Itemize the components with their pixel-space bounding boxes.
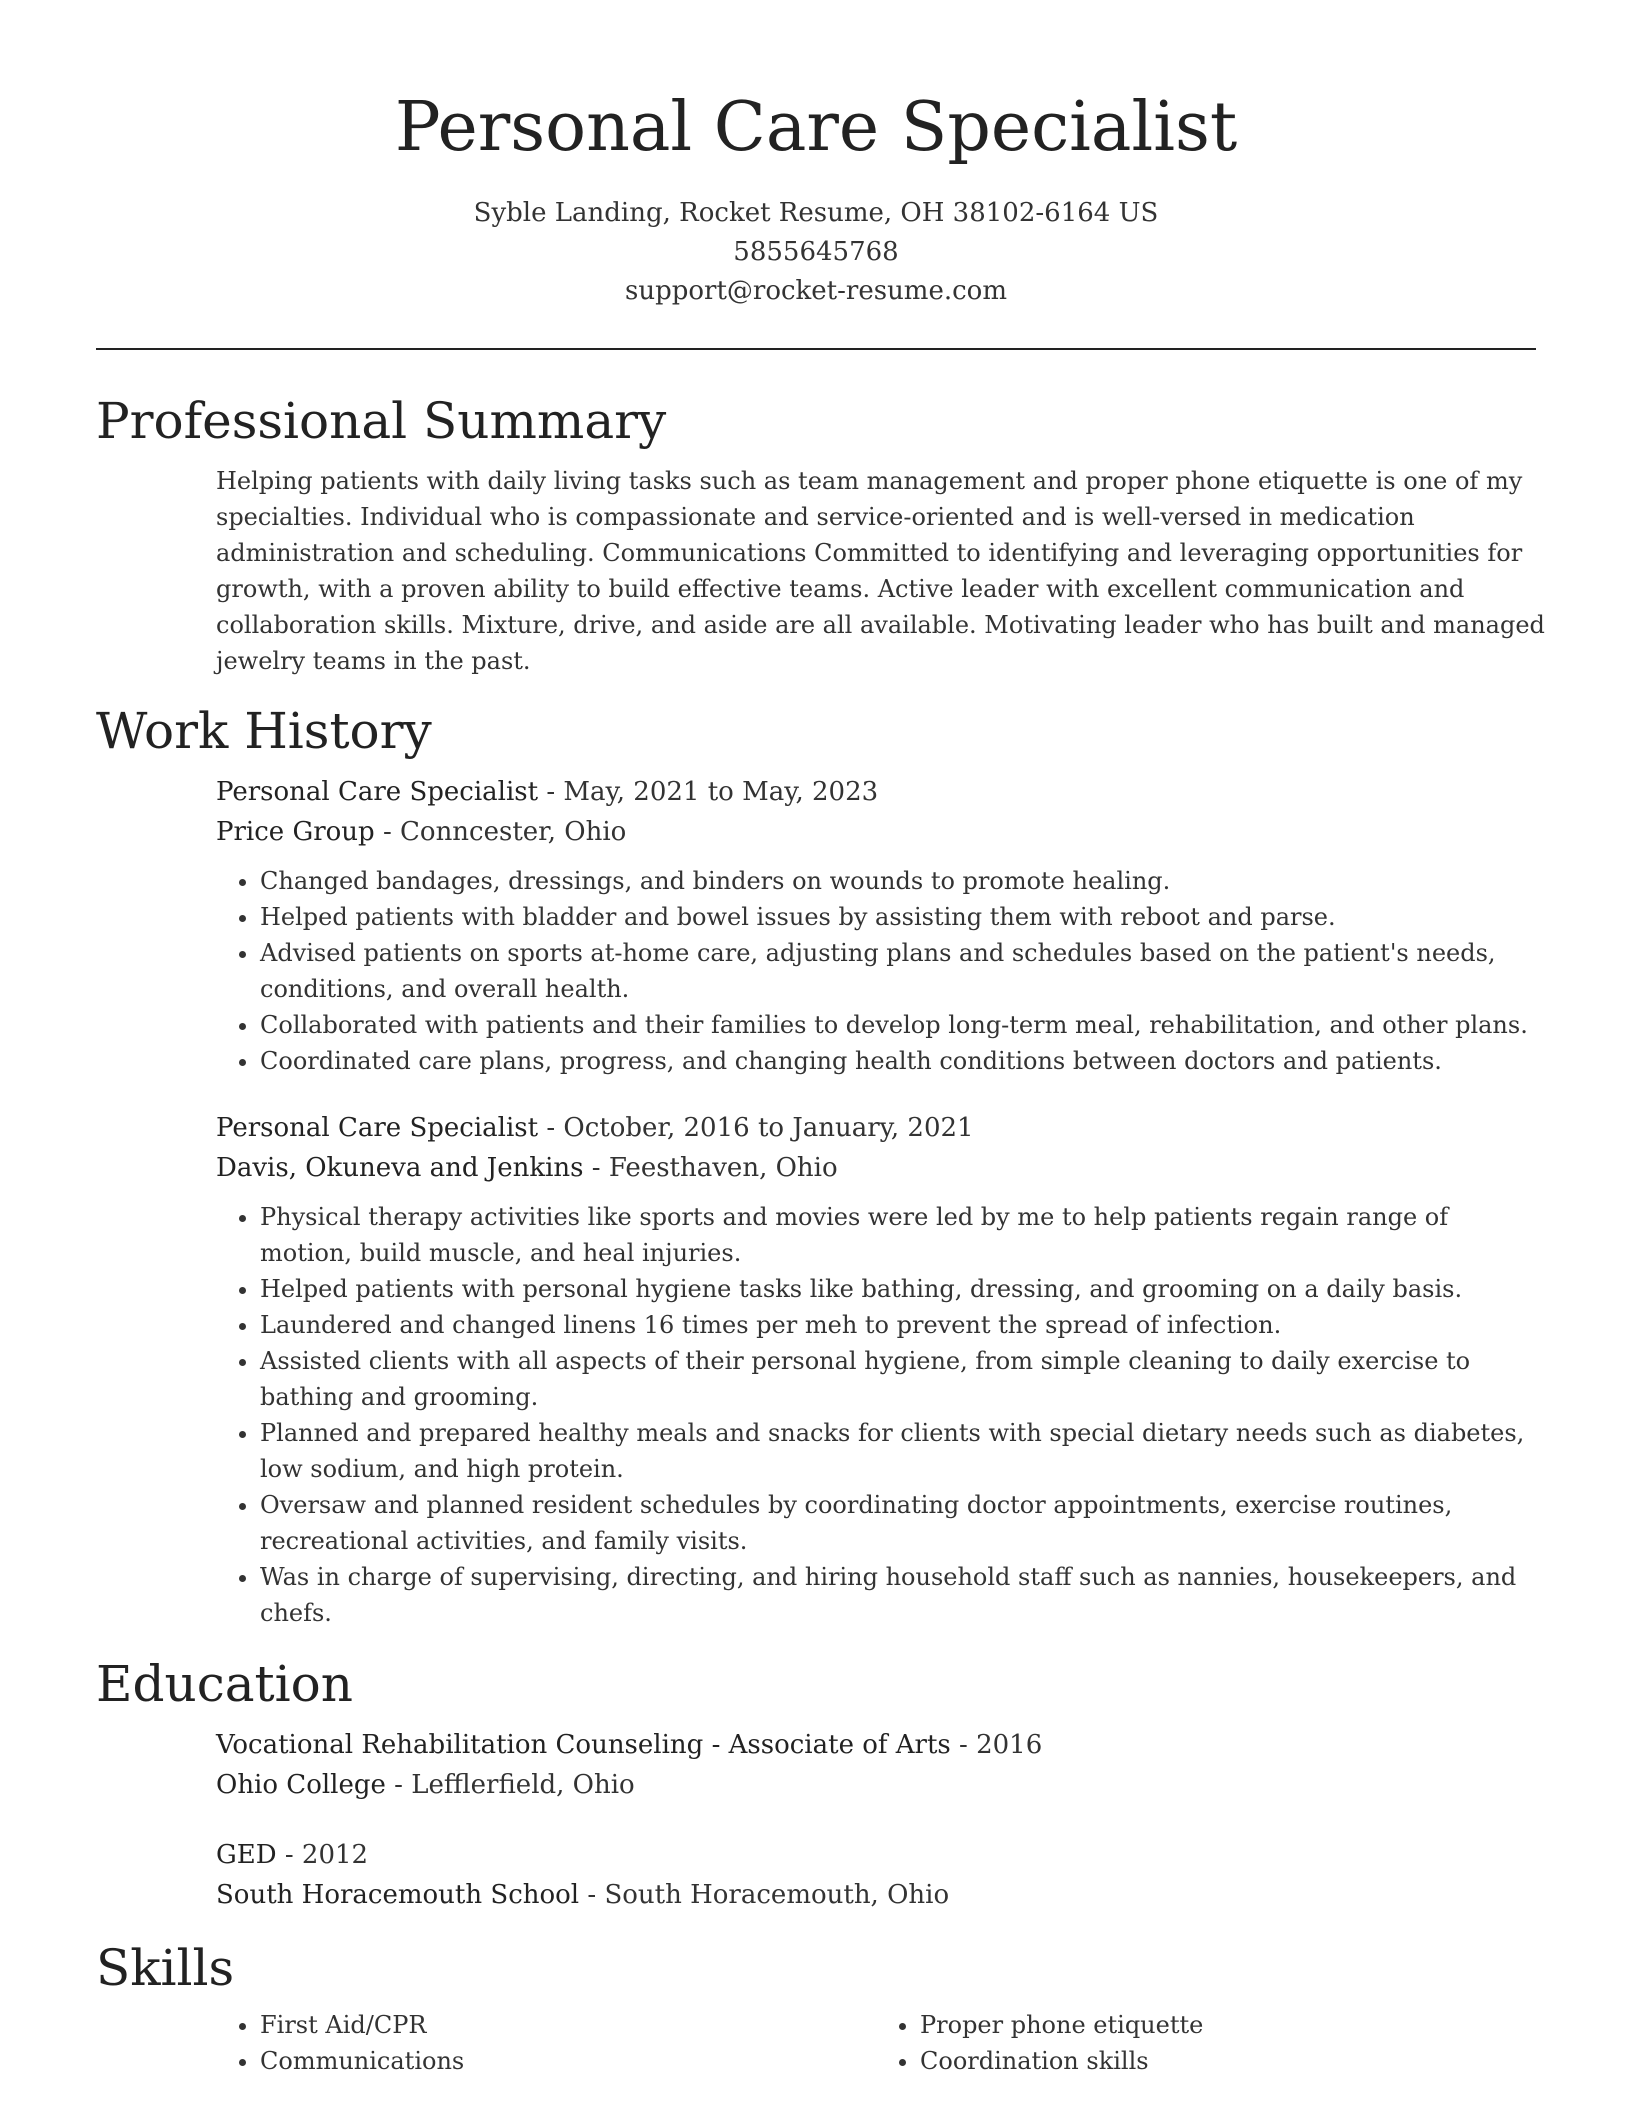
skills-column-right (876, 2007, 1536, 2079)
list-item: • Coordination skills (920, 2043, 1536, 2079)
school-location: - South Horacemouth, Ohio (579, 1880, 950, 1910)
list-item: • Laundered and changed linens 16 times per meh to prevent the spread of infection. (260, 1307, 1536, 1343)
list-item: • Helped patients with bladder and bowel issues by assisting them with reboot and parse. (260, 899, 1536, 935)
job-location: - Feesthaven, Ohio (583, 1153, 838, 1183)
list-item: • Advised patients on sports at-home care, adjusting plans and schedules based on the patient's needs, conditions, and overall health. (260, 935, 1536, 1007)
list-item: • Helped patients with personal hygiene tasks like bathing, dressing, and grooming on a daily basis. (260, 1271, 1536, 1307)
job-employer: Price Group (216, 817, 375, 847)
list-item: • Coordinated care plans, progress, and changing health conditions between doctors and patients. (260, 1043, 1536, 1079)
job-title-line (216, 772, 1536, 812)
skills-grid (216, 2007, 1536, 2079)
skills-section (96, 1937, 1536, 2079)
list-item: • Changed bandages, dressings, and binders on wounds to promote healing. (260, 863, 1536, 899)
section-title-work-history: Work History (96, 702, 432, 760)
degree: GED (216, 1840, 277, 1870)
education-entry (216, 1835, 1536, 1915)
work-history-body (216, 772, 1536, 1631)
job-employer-line (216, 812, 1536, 852)
school-line (216, 1765, 1536, 1805)
skills-column-left (216, 2007, 876, 2079)
skills-body (216, 2007, 1536, 2079)
job-bullets (216, 863, 1536, 1079)
degree: Vocational Rehabilitation Counseling - Associate of Arts (216, 1730, 951, 1760)
job-entry (216, 772, 1536, 1079)
address: Syble Landing, Rocket Resume, OH 38102-6164 US (473, 198, 1159, 228)
work-history-section (96, 700, 1536, 1631)
education-body (216, 1725, 1536, 1915)
job-employer: Davis, Okuneva and Jenkins (216, 1153, 584, 1183)
list-item: • Proper phone etiquette (920, 2007, 1536, 2043)
job-dates: - October, 2016 to January, 2021 (538, 1113, 974, 1143)
list-item: • Assisted clients with all aspects of their personal hygiene, from simple cleaning to daily exercise to bathing and grooming. (260, 1343, 1536, 1415)
list-item: • Planned and prepared healthy meals and snacks for clients with special dietary needs such as diabetes, low sodium, and high protein. (260, 1415, 1536, 1487)
section-title-skills: Skills (96, 1939, 235, 1997)
degree-line (216, 1725, 1536, 1765)
job-employer-line (216, 1148, 1536, 1188)
list-item: • First Aid/CPR (260, 2007, 876, 2043)
candidate-name: Personal Care Specialist (394, 88, 1238, 167)
header-divider (96, 348, 1536, 350)
job-dates: - May, 2021 to May, 2023 (538, 777, 879, 807)
list-item: • Physical therapy activities like sports and movies were led by me to help patients regain range of motion, build muscle, and heal injuries. (260, 1199, 1536, 1271)
list-item: • Oversaw and planned resident schedules by coordinating doctor appointments, exercise routines, recreational activities, and family visits. (260, 1487, 1536, 1559)
graduation-year: - 2012 (276, 1840, 369, 1870)
phone: 5855645768 (733, 237, 899, 267)
resume-header (96, 0, 1536, 311)
school-location: - Lefflerfield, Ohio (385, 1770, 635, 1800)
job-position: Personal Care Specialist (216, 777, 539, 807)
list-item: • Communications (260, 2043, 876, 2079)
summary-text: Helping patients with daily living tasks such as team management and proper phone etiquette is one of my specialties. Individual who is compassionate and service-oriented and is well-versed in medication administration and scheduling. Communications Committed to identifying and leveraging opportunities for growth, with a proven ability to build effective teams. Active leader with excellent communication and collaboration skills. Mixture, drive, and aside are all available. Motivating leader who has built and managed jewelry teams in the past. (216, 467, 1545, 675)
job-bullets (216, 1199, 1536, 1631)
section-title-summary: Professional Summary (96, 392, 667, 450)
resume-page (96, 0, 1545, 2079)
list-item: • Was in charge of supervising, directing, and hiring household staff such as nannies, housekeepers, and chefs. (260, 1559, 1536, 1631)
contact-block (96, 194, 1536, 311)
school-line (216, 1875, 1536, 1915)
summary-section (96, 390, 1545, 679)
job-entry (216, 1108, 1536, 1631)
list-item: • Collaborated with patients and their families to develop long-term meal, rehabilitation, and other plans. (260, 1007, 1536, 1043)
degree-line (216, 1835, 1536, 1875)
school-name: Ohio College (216, 1770, 386, 1800)
education-entry (216, 1725, 1536, 1805)
graduation-year: - 2016 (950, 1730, 1043, 1760)
email: support@rocket-resume.com (624, 276, 1007, 306)
section-title-education: Education (96, 1655, 353, 1713)
job-location: - Conncester, Ohio (374, 817, 627, 847)
education-section (96, 1653, 1536, 1915)
job-title-line (216, 1108, 1536, 1148)
school-name: South Horacemouth School (216, 1880, 580, 1910)
summary-body (216, 463, 1545, 679)
job-position: Personal Care Specialist (216, 1113, 539, 1143)
